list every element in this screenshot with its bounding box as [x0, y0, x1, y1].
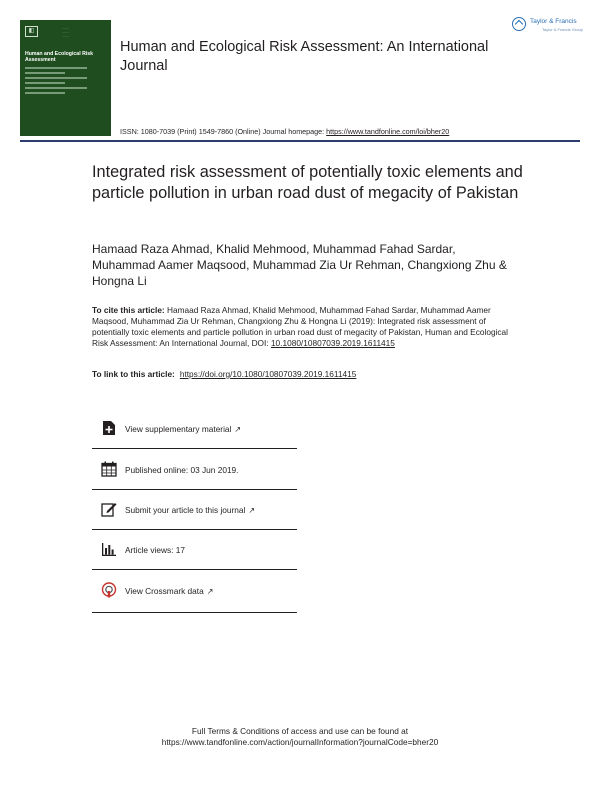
- crossmark-link[interactable]: [92, 573, 297, 613]
- cover-title: Human and Ecological Risk Assessment: [25, 51, 94, 64]
- article-authors: Hamaad Raza Ahmad, Khalid Mehmood, Muhammad Fahad Sardar, Muhammad Aamer Maqsood, Muhammad Zia Ur Rehman, Changxiong Zhu & Hongna Li: [92, 242, 507, 288]
- journal-title: Human and Ecological Risk Assessment: An International Journal: [120, 39, 489, 74]
- bar-chart-icon: [101, 541, 117, 557]
- publisher-logo[interactable]: [512, 16, 584, 38]
- supplementary-material-link[interactable]: [92, 411, 297, 449]
- article-link-line: [92, 369, 356, 380]
- cover-line: [25, 67, 87, 69]
- issn-line: [120, 127, 449, 136]
- article-doi-link[interactable]: https://doi.org/10.1080/10807039.2019.1611415: [179, 369, 357, 379]
- submit-article-label: Submit your article to this journal: [125, 505, 246, 515]
- cover-line: [25, 87, 87, 89]
- article-views-label: Article views: 17: [125, 545, 185, 555]
- journal-homepage-link[interactable]: https://www.tandfonline.com/loi/bher20: [326, 127, 450, 136]
- cover-logo-icon: ◧: [25, 26, 38, 37]
- citation-block: [92, 305, 512, 349]
- publisher-logo-name: Taylor & Francis: [530, 18, 577, 25]
- published-online-label: Published online: 03 Jun 2019.: [125, 465, 239, 475]
- footer-terms-text: Full Terms & Conditions of access and use can be found at: [191, 726, 409, 736]
- cover-line: [25, 82, 65, 84]
- footer-terms: [0, 726, 600, 748]
- journal-cover: [20, 20, 111, 136]
- external-link-icon: ↗: [248, 506, 256, 515]
- cover-line: [25, 92, 65, 94]
- external-link-icon: ↗: [234, 425, 242, 434]
- header-divider: [20, 140, 580, 142]
- calendar-icon: [101, 461, 117, 477]
- citation-doi-link[interactable]: 10.1080/10807039.2019.1611415: [270, 338, 395, 348]
- cover-line: [25, 72, 65, 74]
- submit-article-link[interactable]: [92, 492, 297, 530]
- crossmark-label: View Crossmark data: [125, 586, 204, 596]
- article-title: Integrated risk assessment of potentially toxic elements and particle pollution in urban road dust of megacity of Pakistan: [92, 163, 523, 202]
- crossmark-icon: [101, 582, 117, 598]
- article-views-item: [92, 532, 297, 570]
- plus-file-icon: [101, 420, 117, 436]
- supplementary-material-label: View supplementary material: [125, 424, 232, 434]
- footer-terms-link[interactable]: https://www.tandfonline.com/action/journalInformation?journalCode=bher20: [161, 737, 439, 747]
- edit-icon: [101, 501, 117, 517]
- publisher-logo-sub: Taylor & Francis Group: [542, 27, 583, 32]
- published-online-item: [92, 452, 297, 490]
- cover-line: [25, 77, 87, 79]
- citation-text: Hamaad Raza Ahmad, Khalid Mehmood, Muhammad Fahad Sardar, Muhammad Aamer Maqsood, Muhammad Zia Ur Rehman, Changxiong Zhu & Hongna Li (2019): Integrated risk assessment of potentially toxic elements and particle pollution in urban road dust of megacity of Pakistan, Human and Ecological Risk Assessment: An International Journal, DOI:: [92, 305, 509, 348]
- article-link-label: To link to this article:: [92, 369, 175, 379]
- citation-label: To cite this article:: [92, 305, 165, 315]
- taylor-francis-logo-icon: [512, 17, 526, 31]
- cover-small-print: ······· ······· ·······: [62, 26, 69, 38]
- external-link-icon: ↗: [206, 587, 214, 596]
- issn-text: ISSN: 1080-7039 (Print) 1549-7860 (Online) Journal homepage:: [120, 127, 327, 136]
